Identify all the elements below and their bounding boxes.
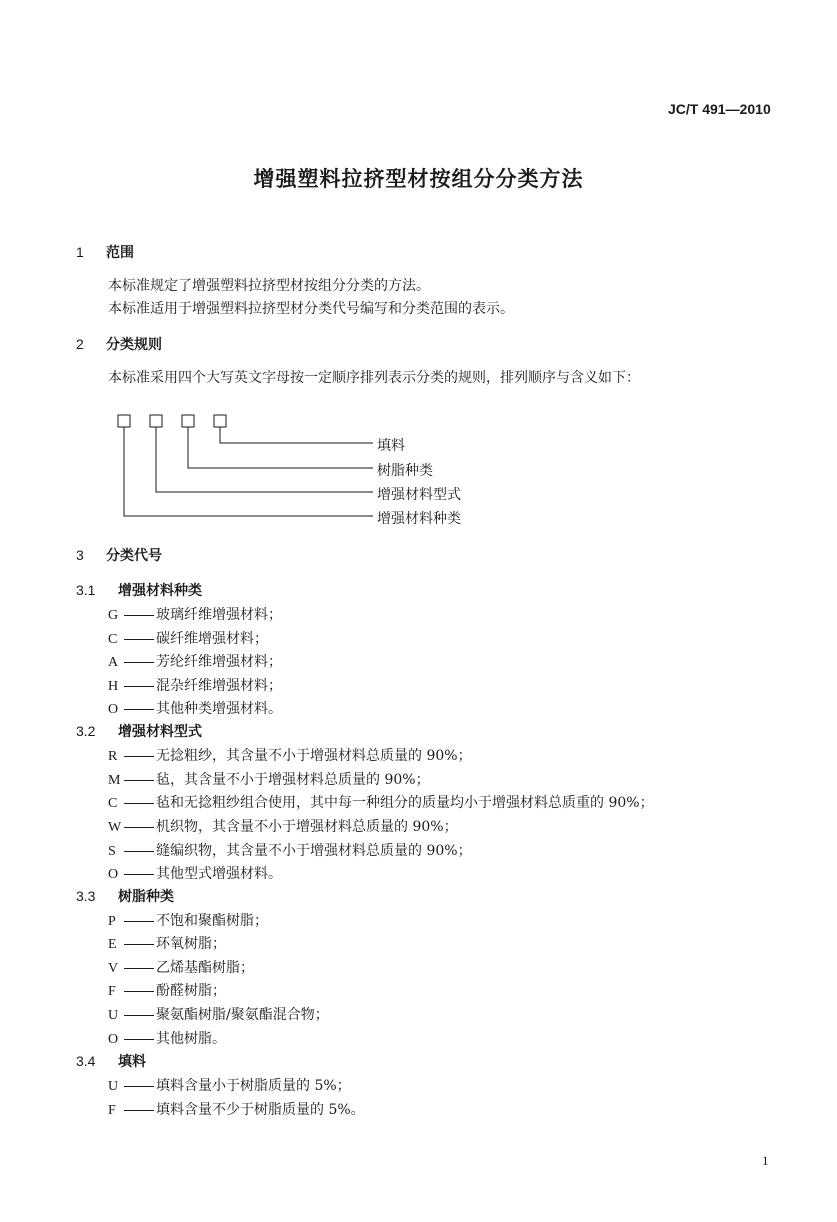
item-code: C [108,796,118,811]
item-code: M [108,773,121,788]
em-dash [124,803,154,804]
item-text: 毡和无捻粗纱组合使用，其中每一种组分的质量均小于增强材料总质重的 90%； [156,795,654,811]
section-title: 分类代号 [106,548,162,564]
list-item [108,698,282,718]
item-code: V [108,961,119,976]
subsection-number: 3.4 [76,1053,96,1069]
list-item [108,745,472,765]
document-title: 增强塑料拉挤型材按组分分类方法 [253,167,584,191]
subsection-title: 树脂种类 [118,889,174,905]
item-text: 酚醛树脂； [156,983,226,999]
item-text: 芳纶纤维增强材料； [156,654,282,670]
item-code: F [108,1103,116,1118]
item-code: A [108,655,119,670]
subsection-title: 填料 [118,1054,146,1070]
subsection-number: 3.1 [76,582,96,598]
code-box-1 [118,415,130,427]
subsection-3-3-heading [76,886,174,906]
section-title: 分类规则 [106,337,162,353]
diagram-label-filler: 填料 [377,438,405,454]
item-code: O [108,1032,119,1047]
em-dash [124,1039,154,1040]
section-title: 范围 [106,245,134,261]
em-dash [124,709,154,710]
em-dash [124,780,154,781]
item-text: 玻璃纤维增强材料； [156,607,282,623]
connector-2 [156,427,373,492]
em-dash [124,686,154,687]
em-dash [124,874,154,875]
item-code: F [108,984,116,999]
section-3-heading [76,545,162,565]
item-text: 聚氨酯树脂/聚氨酯混合物； [156,1007,329,1023]
item-text: 无捻粗纱，其含量不小于增强材料总质量的 90%； [156,748,472,764]
connector-1 [124,427,373,516]
em-dash [124,1086,154,1087]
section-number: 1 [76,244,84,260]
section-2-paragraph: 本标准采用四个大写英文字母按一定顺序排列表示分类的规则，排列顺序与含义如下： [108,370,640,386]
subsection-number: 3.3 [76,888,96,904]
em-dash [124,1015,154,1016]
item-code: U [108,1008,119,1023]
list-item [108,651,282,671]
item-text: 机织物，其含量不小于增强材料总质量的 90%； [156,819,458,835]
item-text: 填料含量不少于树脂质量的 5%。 [156,1102,365,1118]
item-code: W [108,820,122,835]
list-item [108,840,472,860]
em-dash [124,968,154,969]
list-item [108,980,226,1000]
item-text: 其他种类增强材料。 [156,701,282,717]
em-dash [124,921,154,922]
list-item [108,933,226,953]
section-1-paragraph: 本标准规定了增强塑料拉挤型材按组分分类的方法。 [108,278,430,294]
list-item [108,604,282,624]
code-box-2 [150,415,162,427]
subsection-title: 增强材料型式 [118,724,202,740]
section-number: 2 [76,336,84,352]
list-item [108,675,282,695]
section-1-heading [76,242,134,262]
item-text: 毡，其含量不小于增强材料总质量的 90%； [156,772,430,788]
list-item [108,769,430,789]
em-dash [124,991,154,992]
item-code: S [108,844,116,859]
list-item [108,1004,329,1024]
page-number: 1 [762,1153,769,1168]
em-dash [124,639,154,640]
item-text: 不饱和聚酯树脂； [156,913,268,929]
list-item [108,1028,226,1048]
subsection-3-1-heading [76,580,202,600]
list-item [108,792,654,812]
em-dash [124,944,154,945]
item-code: R [108,749,118,764]
em-dash [124,756,154,757]
em-dash [124,1110,154,1111]
diagram-label-reinforcement-type: 增强材料种类 [377,511,461,527]
code-box-4 [214,415,226,427]
diagram-label-resin: 树脂种类 [377,463,433,479]
item-text: 混杂纤维增强材料； [156,678,282,694]
classification-diagram [115,412,495,532]
section-number: 3 [76,547,84,563]
item-code: G [108,608,119,623]
item-text: 碳纤维增强材料； [156,631,268,647]
list-item [108,628,268,648]
subsection-title: 增强材料种类 [118,583,202,599]
connector-3 [188,427,373,468]
standard-code: JC/T 491—2010 [668,101,771,117]
item-code: C [108,632,118,647]
item-code: E [108,937,117,952]
em-dash [124,851,154,852]
item-code: O [108,867,119,882]
list-item [108,910,268,930]
item-code: P [108,914,116,929]
item-code: U [108,1079,119,1094]
diagram-label-reinforcement-form: 增强材料型式 [377,487,461,503]
item-text: 缝编织物，其含量不小于增强材料总质量的 90%； [156,843,472,859]
subsection-3-2-heading [76,721,202,741]
list-item [108,863,282,883]
subsection-3-4-heading [76,1051,146,1071]
em-dash [124,662,154,663]
item-text: 乙烯基酯树脂； [156,960,254,976]
subsection-number: 3.2 [76,723,96,739]
item-code: O [108,702,119,717]
em-dash [124,615,154,616]
list-item [108,957,254,977]
item-text: 填料含量小于树脂质量的 5%； [156,1078,351,1094]
connector-4 [220,427,373,443]
list-item [108,1075,351,1095]
item-text: 其他树脂。 [156,1031,226,1047]
code-box-3 [182,415,194,427]
list-item [108,1099,365,1119]
item-code: H [108,679,119,694]
list-item [108,816,458,836]
section-2-heading [76,334,162,354]
section-1-paragraph: 本标准适用于增强塑料拉挤型材分类代号编写和分类范围的表示。 [108,301,514,317]
em-dash [124,827,154,828]
item-text: 其他型式增强材料。 [156,866,282,882]
item-text: 环氧树脂； [156,936,226,952]
